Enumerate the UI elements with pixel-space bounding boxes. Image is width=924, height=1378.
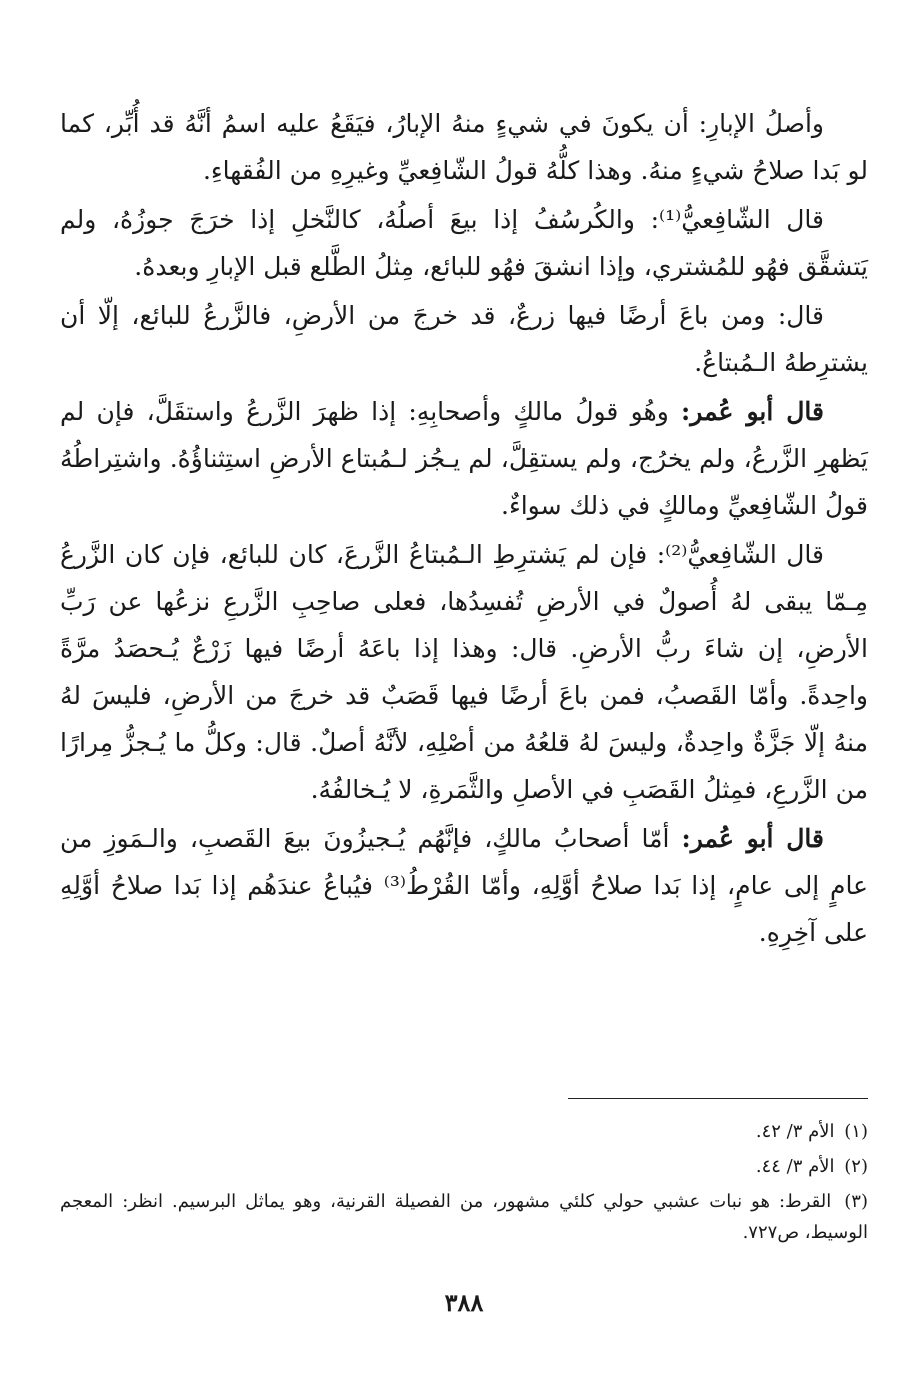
footnote-number: (١) (844, 1121, 868, 1142)
footnote-3 (60, 1186, 868, 1248)
footnote-number: (٣) (844, 1191, 868, 1212)
paragraph-5 (60, 531, 868, 813)
paragraph-text: أمّا أصحابُ مالكٍ، فإنَّهُم يُـجيزُونَ بيعَ القَصبِ، والـمَوزِ من عامٍ إلى عامٍ، إذا بَدا صلاحُ أوَّلِهِ، وأمّا القُرْطُ⁽³⁾ فيُباعُ عندَهُم إذا بَدا صلاحُ أوَّلِهِ على آخِرِهِ. (60, 824, 868, 947)
paragraph-6 (60, 815, 868, 956)
paragraph-2 (60, 196, 868, 290)
footnote-2 (60, 1151, 868, 1182)
footnote-number: (٢) (844, 1156, 868, 1177)
footnote-1 (60, 1116, 868, 1147)
page-number: ٣٨٨ (444, 1288, 484, 1317)
paragraph-4 (60, 388, 868, 529)
paragraph-speaker: قال أبو عُمر: (681, 397, 824, 426)
main-text (60, 100, 868, 956)
paragraph-text: وهُو قولُ مالكٍ وأصحابِهِ: إذا ظهرَ الزَّرعُ واستقَلَّ، فإن لم يَظهرِ الزَّرعُ، ولم يخرُج، ولم يستقِلَّ، لم يـجُز لـمُبتاع الأرضِ استِثناؤُهُ. واشتِراطُهُ قولُ الشّافِعيِّ ومالكٍ في ذلك سواءٌ. (60, 397, 868, 520)
paragraph-text: قال: ومن باعَ أرضًا فيها زرعٌ، قد خرجَ من الأرضِ، فالزَّرعُ للبائع، إلّا أن يشترِطهُ الـمُبتاعُ. (60, 301, 868, 377)
footnote-text: الأم ٣/ ٤٤. (755, 1156, 835, 1177)
footnote-text: القرط: هو نبات عشبي حولي كلئي مشهور، من الفصيلة القرنية، وهو يماثل البرسيم. انظر: المعجم الوسيط، ص٧٢٧. (60, 1191, 868, 1243)
paragraph-text: وأصلُ الإبارِ: أن يكونَ في شيءٍ منهُ الإبارُ، فيَقَعُ عليه اسمُ أنَّهُ قد أُبِّر، كما لو بَدا صلاحُ شيءٍ منهُ. وهذا كلُّهُ قولُ الشّافِعيِّ وغيرِهِ من الفُقهاءِ. (60, 109, 868, 185)
page (60, 100, 868, 1350)
paragraph-text: قال الشّافِعيُّ⁽²⁾: فإن لم يَشترِطِ الـمُبتاعُ الزَّرعَ، كان للبائع، فإن كان الزَّرعُ مِـمّا يبقى لهُ أُصولٌ في الأرضِ تُفسِدُها، فعلى صاحِبِ الزَّرعِ نزعُها عن رَبِّ الأرضِ، إن شاءَ ربُّ الأرضِ. قال: وهذا إذا باعَهُ أرضًا فيها زَرْعٌ يُـحصَدُ مرَّةً واحِدةً. وأمّا القَصبُ، فمن باعَ أرضًا فيها قَصَبٌ قد خرجَ من الأرضِ، فليسَ لهُ منهُ إلّا جَزَّةٌ واحِدةٌ، وليسَ لهُ قلعُهُ من أصْلِهِ، لأنَّهُ أصلٌ. قال: وكلُّ ما يُـجزُّ مِرارًا من الزَّرعِ، فمِثلُ القَصَبِ في الأصلِ والثَّمَرةِ، لا يُـخالفُهُ. (60, 540, 868, 804)
paragraph-3 (60, 292, 868, 386)
paragraph-1 (60, 100, 868, 194)
paragraph-speaker: قال أبو عُمر: (681, 824, 825, 853)
footnote-text: الأم ٣/ ٤٢. (755, 1121, 835, 1142)
paragraph-text: قال الشّافِعيُّ⁽¹⁾: والكُرسُفُ إذا بيعَ أصلُهُ، كالنَّخلِ إذا خرَجَ جوزُهُ، ولم يَتشقَّق فهُو للمُشتري، وإذا انشقَ فهُو للبائع، مِثلُ الطَّلع قبل الإبارِ وبعدهُ. (60, 205, 868, 281)
footnotes (60, 1116, 868, 1252)
footnote-separator (568, 1098, 868, 1099)
